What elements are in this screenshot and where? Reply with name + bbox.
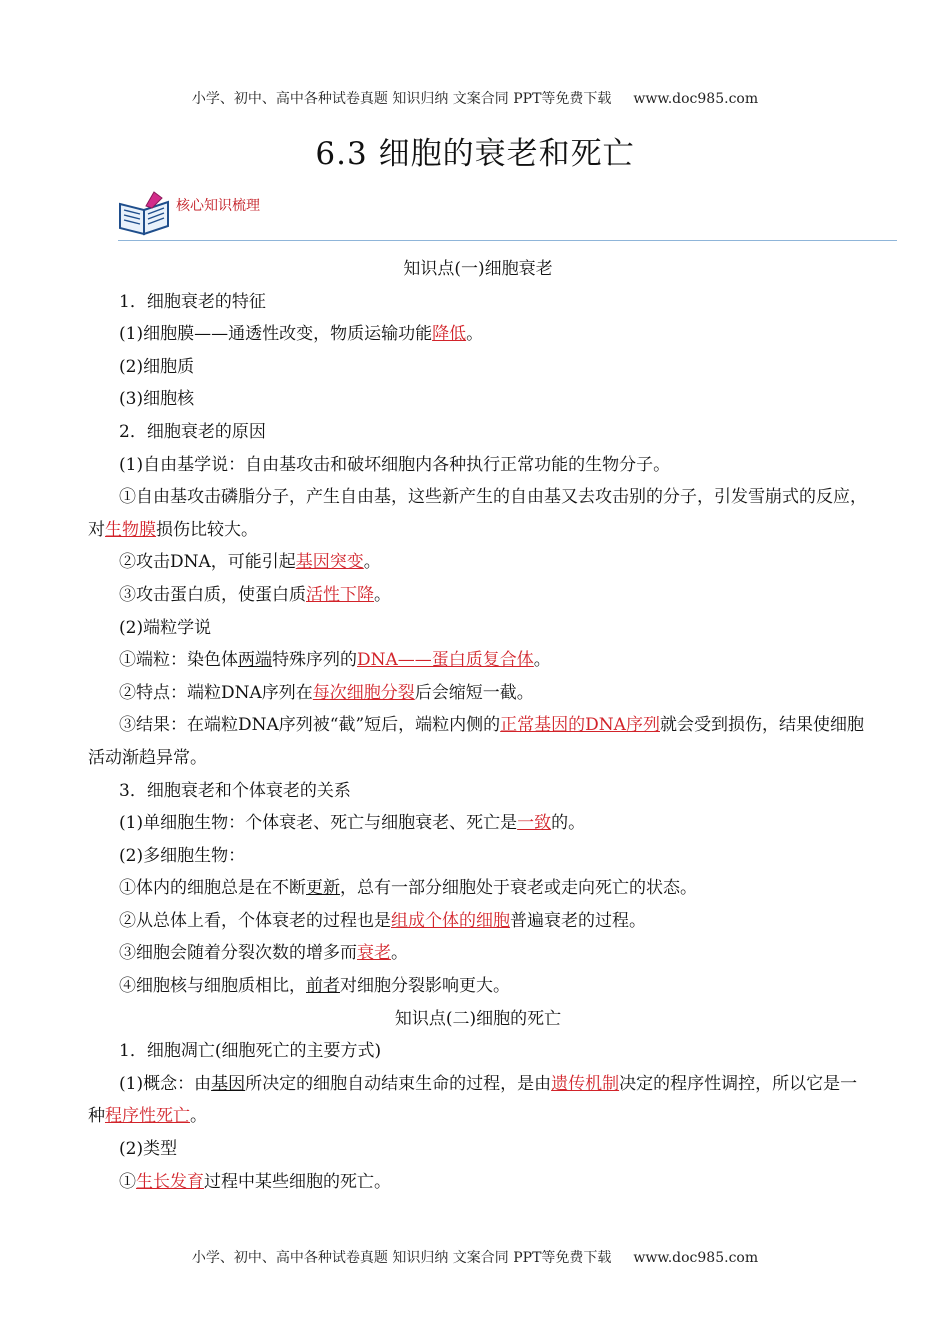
section-heading-2: 知识点(二)细胞的死亡: [394, 1008, 562, 1029]
paragraph: ②从总体上看，个体衰老的过程也是组成个体的细胞普遍衰老的过程。: [119, 910, 646, 931]
highlight-answer: 降低: [432, 324, 467, 345]
highlight-answer: 生物膜: [105, 519, 156, 540]
paragraph: (1)自由基学说：自由基攻击和破坏细胞内各种执行正常功能的生物分子。: [119, 454, 671, 475]
section-badge-label: 核心知识梳理: [176, 198, 260, 214]
paragraph: ①端粒：染色体两端特殊序列的DNA——蛋白质复合体。: [119, 650, 551, 671]
book-icon: [116, 190, 176, 238]
document-body: [88, 253, 868, 1198]
underlined-text: 更新: [306, 878, 340, 899]
highlight-answer: 每次细胞分裂: [312, 682, 415, 703]
paragraph: ①生长发育过程中某些细胞的死亡。: [119, 1171, 391, 1192]
paragraph: (1)细胞膜——通透性改变，物质运输功能降低。: [119, 324, 484, 345]
highlight-answer: 衰老: [357, 943, 391, 964]
paragraph: (2)多细胞生物：: [119, 845, 246, 866]
paragraph: (2)端粒学说: [119, 617, 212, 638]
paragraph: ②特点：端粒DNA序列在每次细胞分裂后会缩短一截。: [119, 682, 534, 703]
highlight-answer: 生长发育: [136, 1171, 204, 1192]
footer-text: 小学、初中、高中各种试卷真题 知识归纳 文案合同 PPT等免费下载: [191, 1250, 612, 1266]
heading-4: 1．细胞凋亡(细胞死亡的主要方式): [119, 1041, 382, 1062]
paragraph: ②攻击DNA，可能引起基因突变。: [119, 552, 381, 573]
paragraph: ①自由基攻击磷脂分子，产生自由基，这些新产生的自由基又去攻击别的分子，引发雪崩式的反应，对生物膜损伤比较大。: [88, 487, 867, 540]
page-footer: [0, 1247, 950, 1267]
paragraph: (1)概念：由基因所决定的细胞自动结束生命的过程，是由遗传机制决定的程序性调控，所以它是一种程序性死亡。: [88, 1073, 858, 1127]
paragraph: ③攻击蛋白质，使蛋白质活性下降。: [119, 584, 391, 605]
highlight-answer: 遗传机制: [551, 1073, 620, 1094]
highlight-answer: 正常基因的DNA序列: [500, 715, 660, 736]
underlined-text: 两端: [238, 650, 272, 671]
paragraph: (1)单细胞生物：个体衰老、死亡与细胞衰老、死亡是一致的。: [119, 813, 586, 834]
paragraph: (2)类型: [119, 1139, 178, 1160]
header-site[interactable]: www.doc985.com: [633, 91, 759, 107]
section-heading-1: 知识点(一)细胞衰老: [403, 259, 553, 279]
page-header: [0, 88, 950, 108]
paragraph: (2)细胞质: [119, 356, 195, 377]
heading-2: 2．细胞衰老的原因: [119, 421, 266, 442]
paragraph: ①体内的细胞总是在不断更新，总有一部分细胞处于衰老或走向死亡的状态。: [119, 878, 697, 899]
highlight-answer: 基因突变: [295, 552, 364, 573]
heading-1: 1．细胞衰老的特征: [119, 291, 266, 312]
highlight-answer: 组成个体的细胞: [391, 910, 510, 931]
paragraph: ④细胞核与细胞质相比，前者对细胞分裂影响更大。: [119, 976, 510, 997]
highlight-answer: 程序性死亡: [105, 1106, 190, 1127]
heading-3: 3．细胞衰老和个体衰老的关系: [119, 780, 351, 801]
highlight-answer: 活性下降: [306, 584, 374, 605]
page-title: 6.3 细胞的衰老和死亡: [315, 136, 635, 172]
underlined-text: 基因: [211, 1073, 246, 1094]
paragraph: (3)细胞核: [119, 389, 195, 410]
header-text: 小学、初中、高中各种试卷真题 知识归纳 文案合同 PPT等免费下载: [191, 91, 612, 107]
highlight-answer: DNA——蛋白质复合体: [357, 650, 534, 671]
footer-site[interactable]: www.doc985.com: [633, 1250, 759, 1266]
underlined-text: 前者: [306, 976, 340, 997]
divider: [118, 240, 897, 241]
paragraph: ③结果：在端粒DNA序列被“截”短后，端粒内侧的正常基因的DNA序列就会受到损伤，结果使细胞活动渐趋异常。: [88, 715, 864, 768]
paragraph: ③细胞会随着分裂次数的增多而衰老。: [119, 943, 408, 964]
highlight-answer: 一致: [517, 813, 552, 834]
